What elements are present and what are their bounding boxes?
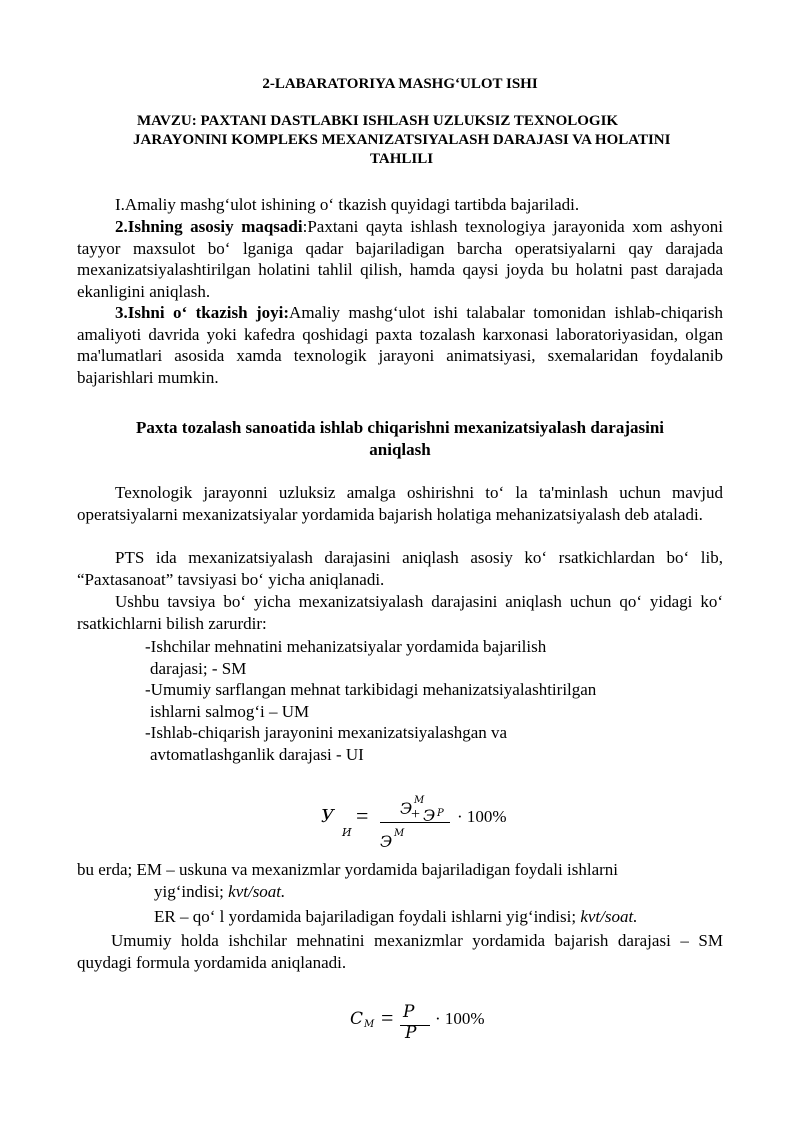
formula-sm-tail: · 100% [435, 1009, 485, 1028]
formula-sm-lhs-sub: М [364, 1019, 375, 1030]
formula-ui-num2: Э [423, 806, 436, 825]
formula-ui-lhs-sub: И [342, 826, 352, 839]
definition-er: ER – qo‘ l yordamida bajariladigan foydali ishlarni yig‘indisi; kvt/soat. [154, 907, 638, 926]
topic-line-3: TAHLILI [370, 151, 434, 167]
section-heading-line-2: aniqlash [369, 440, 431, 459]
formula-ui-equals: = [356, 803, 369, 828]
formula-ui-num-sup: М [414, 795, 425, 806]
document-title: 2-LABARATORIYA MASHG‘ULOT ISHI [262, 76, 538, 92]
topic-line-1: MAVZU: PAXTANI DASTLABKI ISHLASH UZLUKSIZ TEXNOLOGIK [137, 113, 619, 129]
section-paragraph-2: PTS ida mexanizatsiyalash darajasini aniqlash asosiy ko‘ rsatkichlardan bo‘ lib, “Paxtasanoat” tavsiyasi bo‘ yicha aniqlanadi. [77, 548, 723, 589]
formula-ui-num: Э [400, 799, 413, 818]
section-paragraph-1: Texnologik jarayonni uzluksiz amalga oshirishni to‘ la ta'minlash uchun mavjud operatsiyalarni mexanizatsiyalar yordamida bajarish holatiga mehanizatsiyalash deb ataladi. [77, 483, 723, 524]
definition-paragraph: Umumiy holda ishchilar mehnatini mexanizmlar yordamida bajarish darajasi – SM quydagi formula yordamida aniqlanadi. [77, 931, 723, 972]
intro-paragraph-2: 2.Ishning asosiy maqsadi:Paxtani qayta ishlash texnologiya jarayonida xom ashyoni tayyor maxsulot bo‘ lganiga qadar bajariladigan barcha operatsiyalarni qay darajada mexanizatsiyalashtirilgan holatini tahlil qilish, hamda qaysi joyda bu holatni past darajada ekanligini aniqlash. [77, 217, 723, 301]
list-item: -Ishchilar mehnatini mehanizatsiyalar yordamida bajarilish darajasi; - SM [145, 637, 547, 678]
definition-em-line-2: yig‘indisi; kvt/soat. [154, 882, 286, 901]
formula-ui-lhs: У [321, 806, 335, 827]
formula-ui-den: Э [380, 832, 393, 851]
formula-sm-den: Р [405, 1023, 417, 1043]
formula-sm-equals: = [381, 1005, 394, 1030]
topic-line-2: JARAYONINI KOMPLEKS MEXANIZATSIYALASH DARAJASI VA HOLATINI [133, 132, 671, 148]
formula-ui-fraction-bar [380, 822, 450, 823]
formula-sm-num: Р [403, 1002, 415, 1022]
section-heading-line-1: Paxta tozalash sanoatida ishlab chiqarishni mexanizatsiyalash darajasini [135, 418, 665, 437]
list-item: -Umumiy sarflangan mehnat tarkibidagi mehanizatsiyalashtirilgan ishlarni salmog‘i – UM [145, 680, 597, 721]
definition-em-line-1: bu erda; EM – uskuna va mexanizmlar yordamida bajariladigan foydali ishlarni [77, 860, 618, 879]
formula-ui-den-sup: М [394, 828, 405, 839]
formula-ui-num2-sup: Р [437, 808, 444, 819]
intro-paragraph-1: I.Amaliy mashg‘ulot ishining o‘ tkazish quyidagi tartibda bajariladi. [115, 195, 580, 214]
formula-ui-tail: · 100% [457, 807, 507, 826]
formula-ui-plus: + [411, 806, 421, 823]
section-paragraph-3: Ushbu tavsiya bo‘ yicha mexanizatsiyalash darajasini aniqlash uchun qo‘ yidagi ko‘ rsatkichlarni bilish zarurdir: [77, 592, 723, 633]
formula-sm-lhs: С [350, 1009, 364, 1029]
list-item: -Ishlab-chiqarish jarayonini mexanizatsiyalashgan va avtomatlashganlik darajasi - UI [145, 723, 508, 764]
indicator-list [145, 636, 596, 765]
intro-paragraph-3: 3.Ishni o‘ tkazish joyi:Amaliy mashg‘ulot ishi talabalar tomonidan ishlab-chiqarish amaliyoti davrida yoki kafedra qoshidagi paxta tozalash karxonasi laboratoriyasidan, olgan ma'lumatlari asosida xamda texnologik jarayoni animatsiyasi, sxemalaridan foydalanib bajarishlari mumkin. [77, 303, 724, 387]
